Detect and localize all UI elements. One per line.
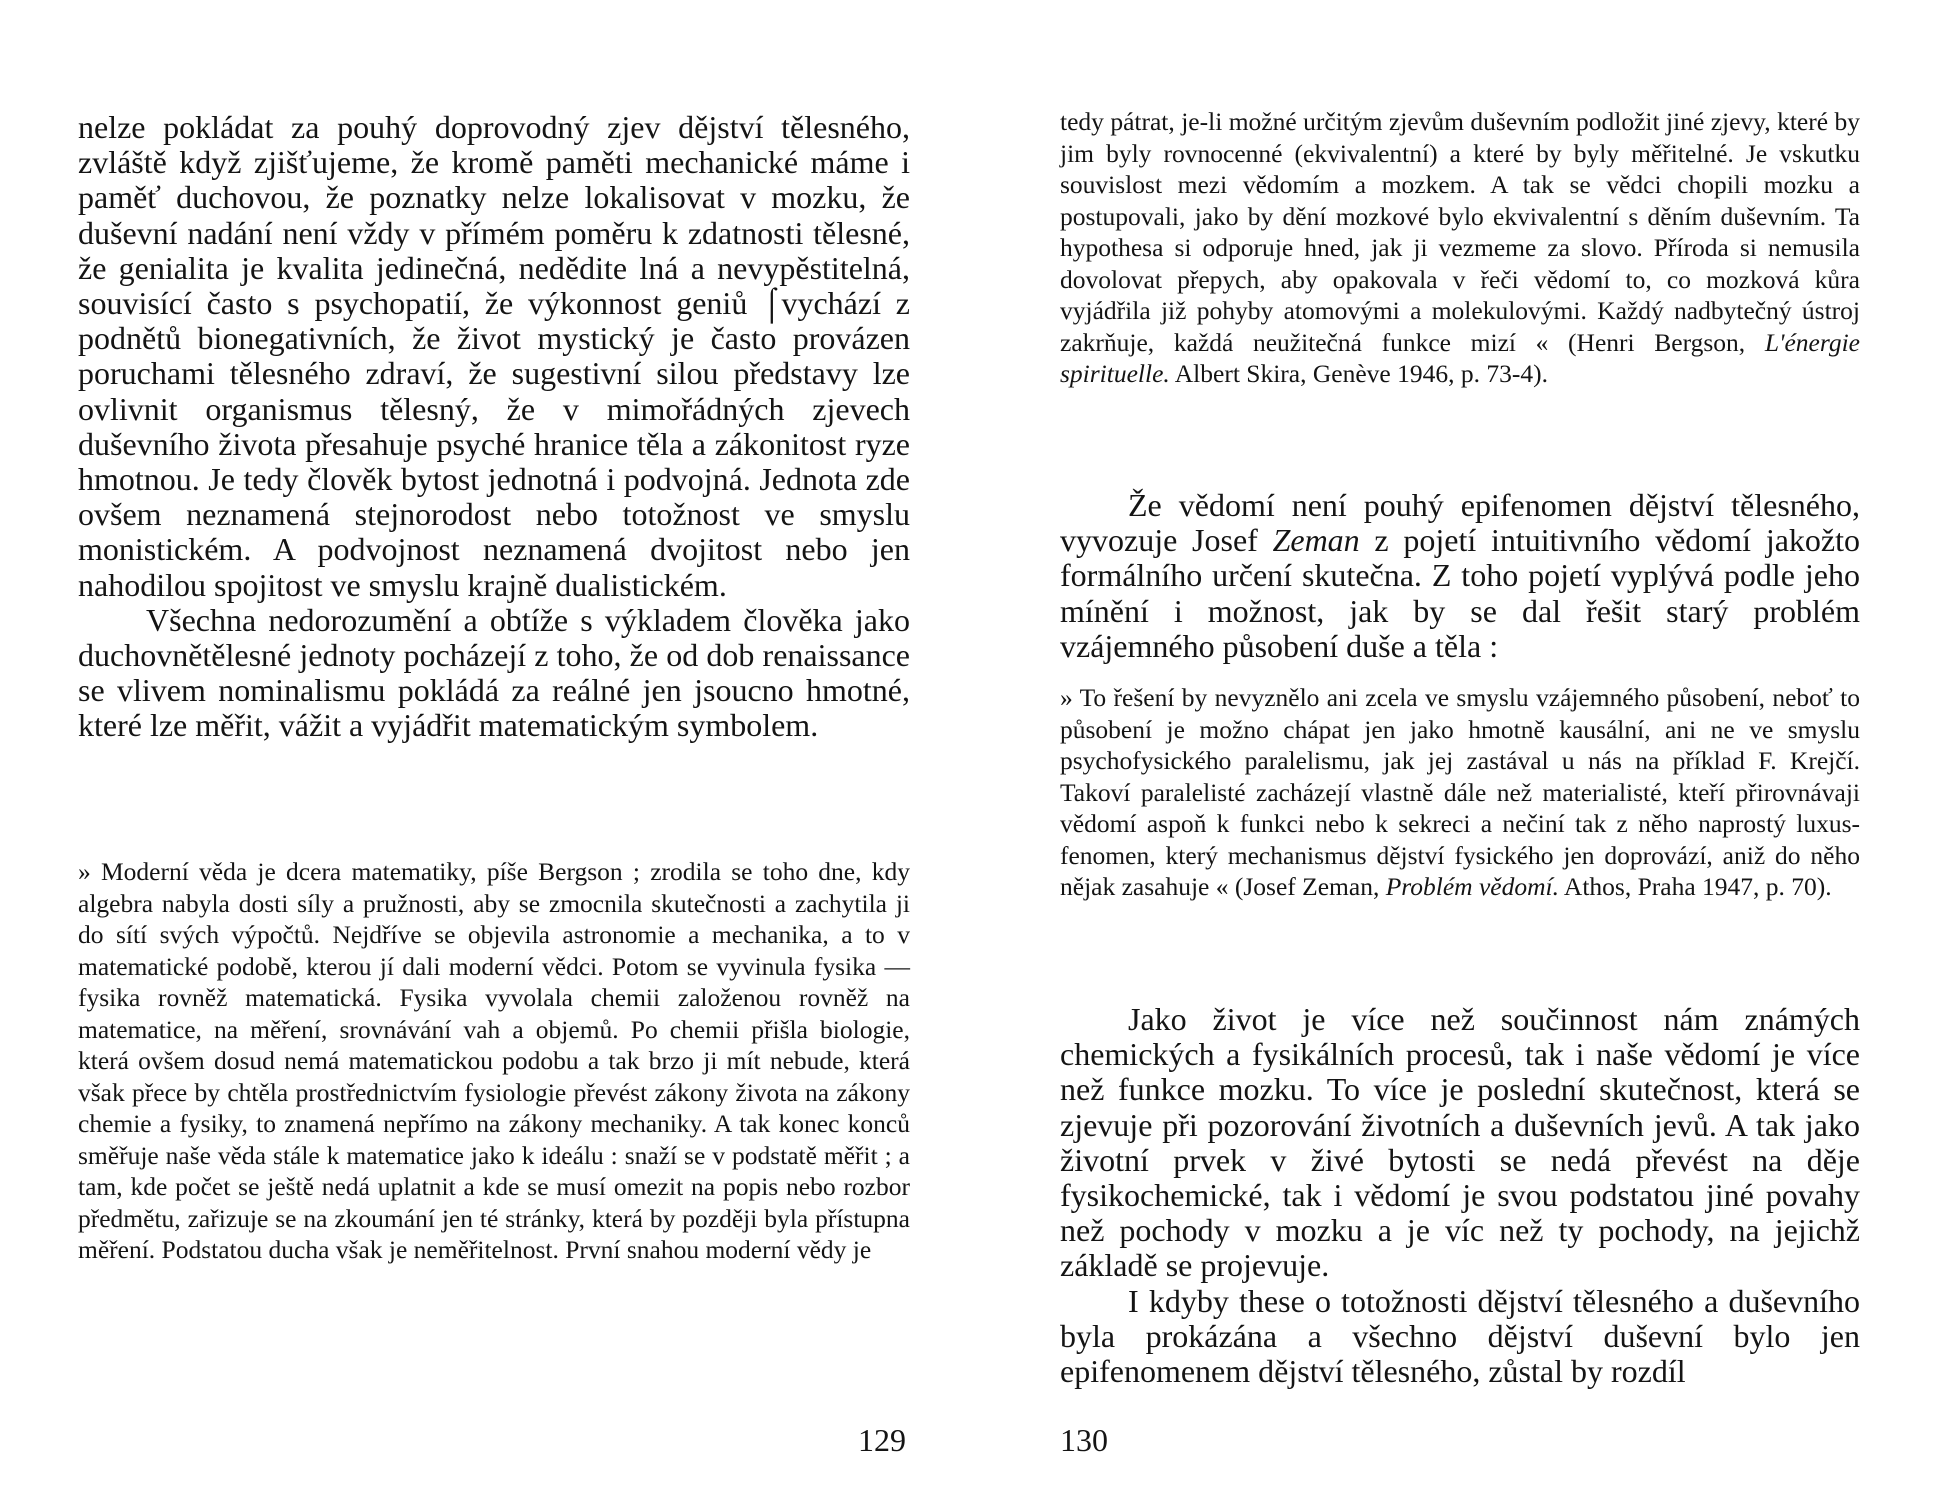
right-quote-zeman <box>1060 682 1860 903</box>
book-title-italic: Problém vědomí. <box>1385 872 1559 901</box>
paragraph-text: Že vědomí není pouhý epifenomen dějství tělesného, vyvozuje Josef <box>1060 487 1860 559</box>
paragraph-text-tail: z pojetí intuitivního vědomí jakožto formálního určení skutečna. Z toho pojetí vyplývá podle jeho mínění i možnost, jak by se dal řešit starý problém vzájemného působení duše a těla : <box>1060 522 1861 664</box>
author-name-italic: Zeman <box>1272 522 1360 559</box>
page-number-right: 130 <box>1060 1422 1108 1458</box>
quote-continuation-text: tedy pátrat, je-li možné určitým zjevům duševním podložit jiné zjevy, které by jim byly rovnocenné (ekvivalentní) a které by byly měřitelné. Je vskutku souvislost mezi vědomím a mozkem. A tak se vědci chopili mozku a postupovali, jako by dění mozkové bylo ekvivalentní s děním duševním. Ta hypothesa si odporuje hned, jak ji vezmeme za slovo. Příroda si nemusila dovolovat přepych, aby opakovala v řeči vědomí to, co mozková kůra vyjádřila již pohyby atomovými a molekulovými. Každý nadbytečný ústroj zakrňuje, každá neužitečná funkce mizí « (Henri Bergson, <box>1060 107 1860 357</box>
bergson-quote-text: » Moderní věda je dcera matematiky, píše Bergson ; zrodila se toho dne, kdy algebra nabyla dosti síly a pružnosti, aby se zmocnila skutečnosti a zachytila ji do sítí svých výpočtů. Nejdříve se objevila astronomie a mechanika, a to v matematické podobě, kterou jí dali moderní vědci. Potom se vyvinula fysika — fysika rovněž matematická. Fysika vyvolala chemii založenou rovněž na matematice, na měření, srovnávání vah a objemů. Po chemii přišla biologie, která ovšem dosud nemá matematickou podobu a tak brzo ji mít nebude, která však přece by chtěla prostřednictvím fysiologie převést zákony života na zákony chemie a fysiky, to znamená nepřímo na zákony mechaniky. A tak konec konců směřuje naše věda stále k matematice jako k ideálu : snaží se v podstatě měřit ; a tam, kde počet se ještě nedá uplatnit a kde se musí omezit na popis nebo rozbor předmětu, zařizuje se na zkoumání jen té stránky, která by později byla přístupna měření. Podstatou ducha však je neměřitelnost. První snahou moderní vědy je <box>78 857 910 1264</box>
right-main-text <box>1060 1002 1860 1389</box>
left-paragraph-2: Všechna nedorozumění a obtíže s výkladem člověka jako duchovnětělesné jednoty pocházejí z toho, že od dob renaissance se vlivem nominalismu pokládá za reálné jen jsoucno hmotné, které lze měřit, vážit a vyjádřit matematickým symbolem. <box>78 601 910 744</box>
right-page <box>968 0 1936 1500</box>
zeman-quote-text: » To řešení by nevyznělo ani zcela ve smyslu vzájemného působení, neboť to působení je možno chápat jen jako hmotně kausální, ani ne ve smyslu psychofysického paralelismu, jak jej zastával u nás na příklad F. Krejčí. Takoví paralelisté zacházejí vlastně dále než materialisté, kteří přirovnávaji vědomí aspoň k funkci nebo k sekreci a nečiní tak z něho naprostý luxus-fenomen, který mechanismus dějství fysického jen doprovází, aniž do něho nějak zasahuje « (Josef Zeman, <box>1060 683 1860 901</box>
page-number-left: 129 <box>858 1422 906 1458</box>
book-title-italic: L'énergie spirituelle. <box>1060 327 1860 388</box>
left-paragraph-1: nelze pokládat za pouhý doprovodný zjev dějství tělesného, zvláště když zjišťujeme, že kromě paměti mechanické máme i paměť duchovou, že poznatky nelze lokalisovat v mozku, že duševní nadání není vždy v přímém poměru k zdatnosti tělesné, že genialita je kvalita jedinečná, nedědite lná a nevypěstitelná, souvisící často s psychopatií, že výkonnost geniů ⌠vychází z podnětů bionegativních, že život mystický je často provázen poruchami tělesného zdraví, že sugestivní silou představy lze ovlivnit organismus tělesný, že v mimořádných zjevech duševního života přesahuje psyché hranice těla a zákonitost ryze hmotnou. Je tedy člověk bytost jednotná i podvojná. Jednota zde ovšem neznamená stejnorodost nebo totožnost ve smyslu monistickém. A podvojnost neznamená dvojitost nebo jen nahodilou spojitost ve smyslu krajně dualistickém. <box>78 109 910 603</box>
left-quote <box>78 856 910 1266</box>
right-paragraph-3: I kdyby these o totožnosti dějství tělesného a duševního byla prokázána a všechno dějství duševní bylo jen epifenomenem dějství tělesného, zůstal by rozdíl <box>1060 1282 1860 1390</box>
left-main-text <box>78 110 910 744</box>
citation-tail: Albert Skira, Genève 1946, p. 73-4). <box>1169 359 1548 388</box>
right-paragraph-2: Jako život je více než součinnost nám známých chemických a fysikálních procesů, tak i naše vědomí je více než funkce mozku. To více je poslední skutečnost, která se zjevuje při pozorování životních a duševních jevů. A tak jako životní prvek v živé bytosti se nedá převést na děje fysikochemické, tak i vědomí je svou podstatou jiné povahy než pochody v mozku a je víc než ty pochody, na jejichž základě se projevuje. <box>1060 1001 1860 1284</box>
citation-tail: Athos, Praha 1947, p. 70). <box>1558 872 1832 901</box>
right-paragraph-zeman <box>1060 488 1860 664</box>
right-quote-continuation <box>1060 106 1860 390</box>
